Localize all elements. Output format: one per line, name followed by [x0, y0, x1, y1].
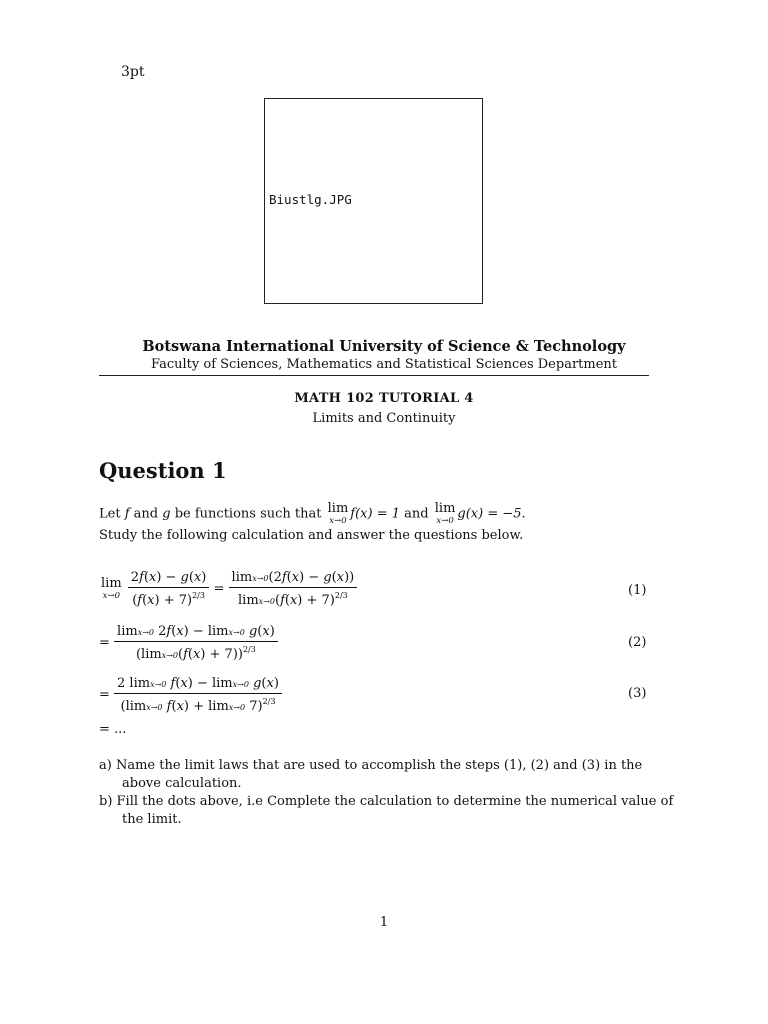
logo-placeholder — [264, 98, 483, 304]
equation-3: = $\frac{2 \lim x\to 0 f(x) - \lim x\to 0 g(x)}{(\lim x\to 0 f(x) + \lim x\to 0 7)^{2/3}}$ — [99, 676, 282, 714]
question-title: Question 1 — [99, 458, 227, 483]
question-intro: Let f and g be functions such that lim x→0 f(x) = 1 and lim x→0 g(x) = −5. — [99, 501, 526, 526]
question-instruction: Study the following calculation and answer the questions below. — [99, 528, 524, 543]
equation-3-number: (3) — [628, 686, 647, 701]
equation-2: = $\frac{\lim x\to 0 2f(x) - \lim x\to 0 g(x)}{(\lim x\to 0(f(x) + 7))^{2/3}}$ — [99, 624, 278, 662]
equation-final: = ... — [99, 722, 127, 737]
equation-1-number: (1) — [628, 583, 647, 598]
equation-2-number: (2) — [628, 635, 647, 650]
university-name: Botswana International University of Science & Technology — [142, 338, 626, 355]
logo-filename: Biustlg.JPG — [269, 192, 352, 207]
topic-subtitle: Limits and Continuity — [312, 411, 456, 426]
limit-operator: lim x→0 — [327, 501, 349, 526]
header-rule — [99, 375, 649, 376]
equation-1: lim x→0 $\frac{2f(x) - g(x)}{(f(x) + 7)^{2/3}}$ = $\frac{\lim x\to 0(2f(x) - g(x))}{\lim x\to 0(f(x) + 7)^{2/3}}$ — [99, 570, 357, 608]
part-b: b) Fill the dots above, i.e Complete the calculation to determine the numerical value of the limit. — [99, 794, 674, 827]
faculty-name: Faculty of Sciences, Mathematics and Statistical Sciences Department — [150, 357, 618, 372]
limit-operator: lim x→0 — [434, 501, 456, 526]
course-title: MATH 102 TUTORIAL 4 — [294, 391, 474, 406]
page-number: 1 — [379, 915, 389, 930]
part-a: a) Name the limit laws that are used to accomplish the steps (1), (2) and (3) in the above calculation. — [99, 758, 643, 791]
top-note: 3pt — [121, 64, 145, 80]
